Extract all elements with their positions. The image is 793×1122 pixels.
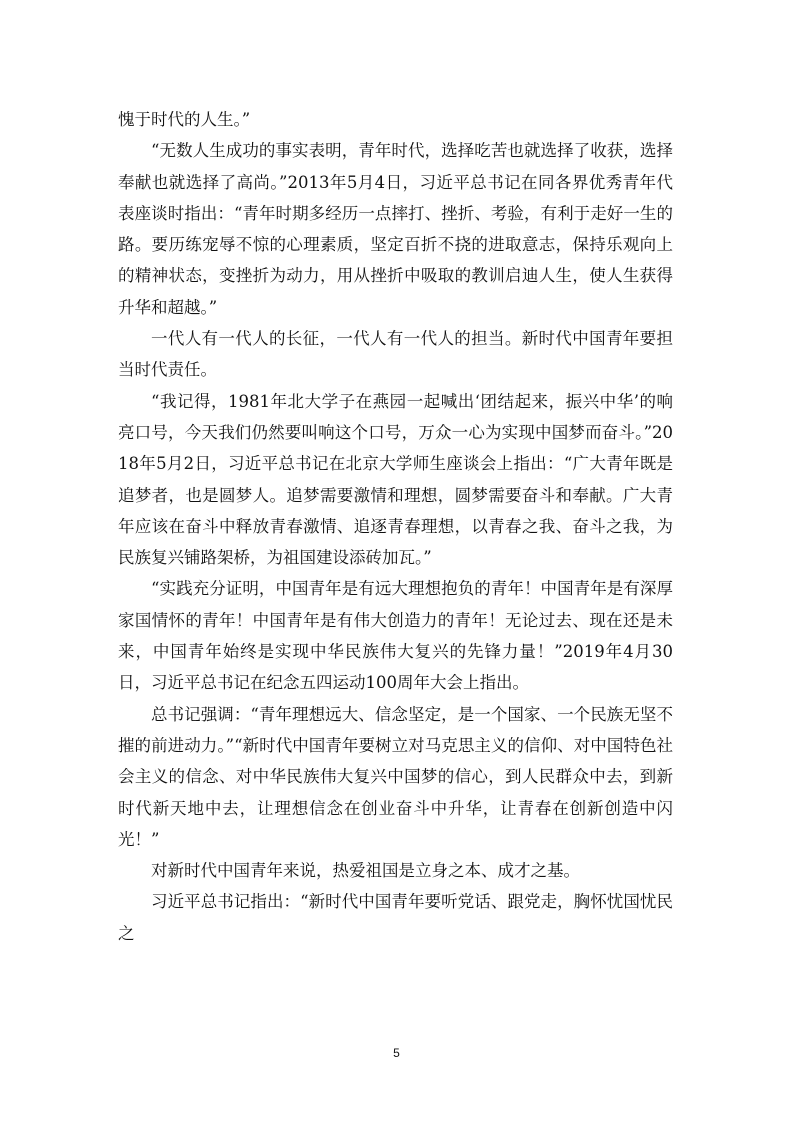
paragraph: “无数人生成功的事实表明，青年时代，选择吃苦也就选择了收获，选择奉献也就选择了高尚。”2013年5月4日，习近平总书记在同各界优秀青年代表座谈时指出：“青年时期多经历一点摔打、挫折、考验，有利于走好一生的路。要历练宠辱不惊的心理素质，坚定百折不挠的进取意志，保持乐观向上的精神状态，变挫折为动力，用从挫折中吸取的教训启迪人生，使人生获得升华和超越。” [118,141,673,317]
page-number: 5 [393,1046,400,1060]
document-body [118,104,673,949]
paragraph: 习近平总书记指出：“新时代中国青年要听党话、跟党走，胸怀忧国忧民之 [118,892,673,943]
paragraph: 总书记强调：“青年理想远大、信念坚定，是一个国家、一个民族无坚不摧的前进动力。”“新时代中国青年要树立对马克思主义的信仰、对中国特色社会主义的信念、对中华民族伟大复兴中国梦的信心，到人民群众中去，到新时代新天地中去，让理想信念在创业奋斗中升华，让青春在创新创造中闪光！” [118,704,673,849]
paragraph: “实践充分证明，中国青年是有远大理想抱负的青年！中国青年是有深厚家国情怀的青年！中国青年是有伟大创造力的青年！无论过去、现在还是未来，中国青年始终是实现中华民族伟大复兴的先锋力量！”2019年4月30日，习近平总书记在纪念五四运动100周年大会上指出。 [118,579,673,693]
paragraph: 对新时代中国青年来说，热爱祖国是立身之本、成才之基。 [151,861,580,881]
paragraph: 一代人有一代人的长征，一代人有一代人的担当。新时代中国青年要担当时代责任。 [118,329,673,380]
paragraph-continued: 愧于时代的人生。” [118,110,251,129]
paragraph: “我记得，1981年北大学子在燕园一起喊出‘团结起来，振兴中华’的响亮口号，今天我们仍然要叫响这个口号，万众一心为实现中国梦而奋斗。”2018年5月2日，习近平总书记在北京大学师生座谈会上指出：“广大青年既是追梦者，也是圆梦人。追梦需要激情和理想，圆梦需要奋斗和奉献。广大青年应该在奋斗中释放青春激情、追逐青春理想，以青春之我、奋斗之我，为民族复兴铺路架桥，为祖国建设添砖加瓦。” [118,391,673,568]
